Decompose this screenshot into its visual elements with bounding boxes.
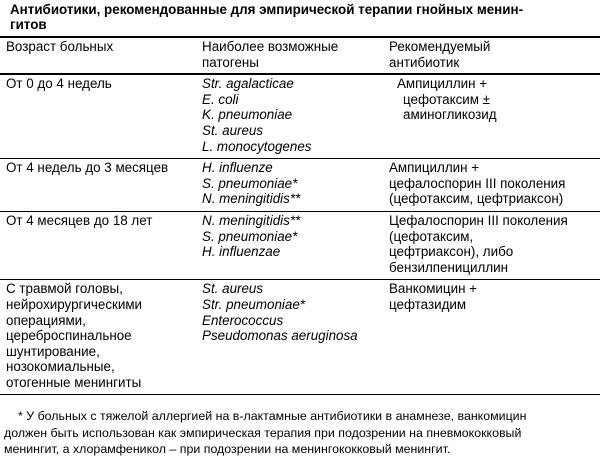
cell-age	[0, 211, 202, 279]
table-row	[0, 159, 600, 212]
table-row	[0, 74, 600, 158]
pathogen-line: St. aureus	[202, 122, 264, 138]
pathogen-line: N. meningitidis**	[202, 212, 301, 228]
pathogen-line: K. pneumoniae	[202, 107, 293, 123]
antibiotics-table-container	[0, 36, 600, 395]
cell-antibiotic	[389, 159, 600, 212]
pathogen-line: L. monocytogenes	[202, 138, 312, 154]
footnote-line-1: * У больных с тяжелой аллергией на в-лактамные антибиотики в анамнезе, ванкомицин	[18, 409, 527, 423]
header-pathogens	[202, 37, 389, 74]
cell-age	[0, 280, 202, 395]
cell-pathogens	[202, 159, 389, 212]
table-body	[0, 74, 600, 395]
header-age-label: Возраст больных	[6, 39, 114, 54]
age-line: нейрохирургическими	[6, 296, 143, 312]
cell-antibiotic	[389, 280, 600, 395]
cell-antibiotic	[389, 211, 600, 279]
antibiotic-line: цефотаксим ±	[403, 91, 491, 107]
age-line: отогенные менингиты	[6, 374, 142, 390]
antibiotic-line: аминогликозид	[403, 107, 497, 123]
antibiotic-line: Цефалоспорин III поколения	[389, 212, 568, 228]
table-row	[0, 280, 600, 395]
antibiotic-line: (цефотаксим,	[389, 228, 474, 244]
age-line: цереброспинальное	[6, 328, 132, 344]
age-line: шунтирование,	[6, 343, 100, 359]
antibiotic-line: цефтриаксон), либо	[389, 244, 514, 260]
footnote-line-3: менингит, а хлорамфеникол – при подозрении на менингококковый менингит.	[4, 442, 451, 457]
cell-antibiotic	[389, 74, 600, 158]
footnote	[0, 408, 600, 458]
pathogen-line: St. aureus	[202, 281, 264, 297]
title-line-2: гитов	[10, 17, 47, 32]
age-line: нозокомиальные,	[6, 359, 115, 375]
antibiotic-line: Ванкомицин +	[389, 281, 478, 297]
document-title	[10, 2, 590, 32]
antibiotic-line: цефтазидим	[389, 296, 467, 312]
footnote-line-2: должен быть использован как эмпирическая терапия при подозрении на пневмококковый	[4, 425, 522, 440]
pathogen-line: N. meningitidis**	[202, 191, 301, 207]
pathogen-line: Enterococcus	[202, 312, 284, 328]
table-row	[0, 211, 600, 279]
age-line: От 0 до 4 недель	[6, 76, 112, 92]
age-line: От 4 месяцев до 18 лет	[6, 212, 153, 228]
pathogen-line: H. influenzae	[202, 244, 281, 260]
pathogen-line: Str. pneumoniae*	[202, 296, 306, 312]
pathogen-line: E. coli	[202, 91, 239, 107]
header-pathogens-line-2: патогены	[202, 54, 259, 70]
pathogen-line: Str. agalacticae	[202, 76, 294, 92]
header-antibiotic	[389, 37, 600, 74]
header-age	[0, 37, 202, 74]
header-antibiotic-line-1: Рекомендуемый	[389, 39, 491, 54]
age-line: От 4 недель до 3 месяцев	[6, 160, 169, 176]
age-line: С травмой головы,	[6, 281, 123, 297]
pathogen-line: S. pneumoniae*	[202, 175, 298, 191]
antibiotics-table	[0, 36, 600, 395]
age-line: операциями,	[6, 312, 86, 328]
table-header-row	[0, 37, 600, 74]
cell-age	[0, 159, 202, 212]
antibiotic-line: (цефотаксим, цефтриаксон)	[389, 191, 564, 207]
cell-pathogens	[202, 280, 389, 395]
pathogen-line: H. influenze	[202, 160, 273, 176]
cell-pathogens	[202, 211, 389, 279]
antibiotic-line: Ампициллин +	[397, 76, 488, 92]
pathogen-line: S. pneumoniae*	[202, 228, 298, 244]
antibiotic-line: бензилпенициллин	[389, 259, 509, 275]
antibiotic-line: цефалоспорин III поколения	[389, 175, 566, 191]
title-line-1: Антибиотики, рекомендованные для эмпирической терапии гнойных менин-	[10, 2, 524, 17]
header-pathogens-line-1: Наиболее возможные	[202, 39, 339, 54]
cell-age	[0, 74, 202, 158]
antibiotic-line: Ампициллин +	[389, 160, 480, 176]
pathogen-line: Pseudomonas aeruginosa	[202, 328, 358, 344]
cell-pathogens	[202, 74, 389, 158]
header-antibiotic-line-2: антибиотик	[389, 54, 460, 70]
